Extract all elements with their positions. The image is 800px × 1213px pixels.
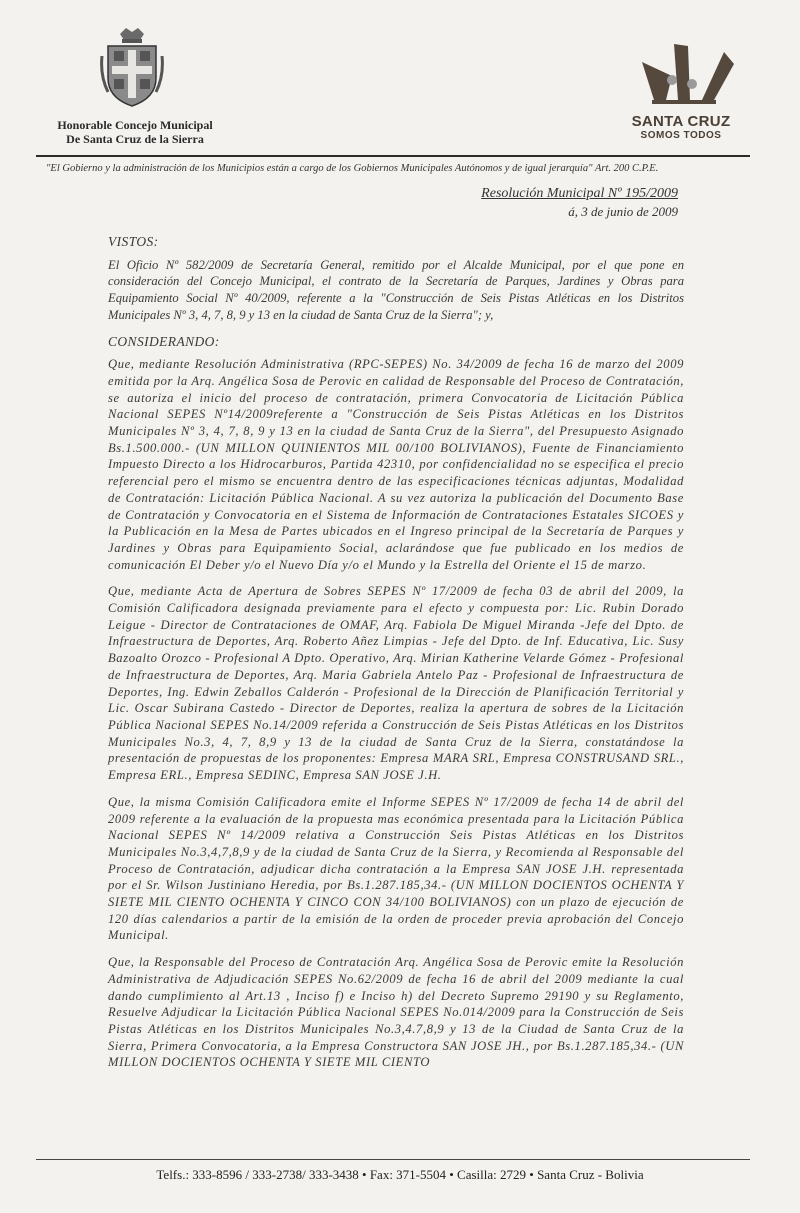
coat-of-arms-logo	[100, 26, 164, 108]
document-body	[108, 228, 684, 1081]
logo-name: SANTA CRUZ	[631, 113, 731, 130]
considerando-heading: CONSIDERANDO:	[108, 333, 220, 349]
council-name-line2: De Santa Cruz de la Sierra	[66, 132, 204, 146]
considerando-paragraph-4: Que, la Responsable del Proceso de Contratación Arq. Angélica Sosa de Perovic emite la Resolución Administrativa de Adjudicación SEPES No.62/2009 de fecha 16 de abril del 2009 mediante la cual dando cumplimiento al Art.13 , Inciso f) e Inciso h) del Decreto Supremo 29190 y su Reglamento, Resuelve Adjudicar la Licitación Pública Nacional SEPES No.014/2009 para la Construcción de Seis Pistas Atléticas en los Distritos Municipales No.3,4.7,8,9 y 13 de la Ciudad de Santa Cruz de la Sierra, Primera Convocatoria, a la Empresa Constructora SAN JOSE JH., por Bs.1.287.185,34.- (UN MILLON DOCIENTOS OCHENTA Y SIETE MIL CIENTO	[108, 955, 684, 1070]
council-name	[40, 118, 230, 146]
header-divider	[36, 155, 750, 157]
santa-cruz-logo	[628, 42, 740, 118]
resolution-number: Resolución Municipal Nº 195/2009	[481, 186, 678, 201]
considerando-paragraph-3: Que, la misma Comisión Calificadora emite el Informe SEPES Nº 17/2009 de fecha 14 de abril del 2009 referente a la evaluación de la propuesta mas económica presentada para la Licitación Pública Nacional SEPES Nº 14/2009 relativa a Construcción Seis Pistas Atléticas en los Distritos Municipales No.3,4,7,8,9 y de la ciudad de Santa Cruz de la Sierra, y Recomienda al Responsable del Proceso de Contratación, adjudicar dicha contratación a la Empresa SAN JOSE J.H. representada por el Sr. Wilson Justiniano Heredia, por Bs.1.287.185,34.- (UN MILLON DOCIENTOS OCHENTA Y SIETE MIL CIENTO OCHENTA Y CINCO CON 34/100 BOLIVIANOS) con un plazo de ejecución de 120 días calendarios a partir de la emisión de la orden de proceder previa aprobación del Concejo Municipal.	[108, 794, 684, 943]
considerando-paragraph-1: Que, mediante Resolución Administrativa (RPC-SEPES) No. 34/2009 de fecha 16 de marzo del 2009 emitida por la Arq. Angélica Sosa de Perovic en calidad de Responsable del Proceso de Contratación, se autoriza el inicio del proceso de contratación, primera Convocatoria de Licitación Pública Nacional SEPES Nº14/2009referente a "Construcción de Seis Pistas Atléticas en los Distritos Municipales Nº 3, 4, 7, 8, 9 y 13 en la ciudad de Santa Cruz de la Sierra", del Presupuesto Asignado Bs.1.500.000.- (UN MILLON QUINIENTOS MIL 00/100 BOLIVIANOS), Fuente de Financiamiento Impuesto Directo a los Hidrocarburos, Partida 42310, por confidencialidad no se especifica el precio referencial pero el mismo se encuentra dentro de las especificaciones técnicas adjuntas, Modalidad de Contratación: Licitación Pública Nacional. A su vez autoriza la publicación del Documento Base de Contratación y Convocatoria en el Sistema de Información de Contrataciones Estatales SICOES y la Publicación en la Mesa de Partes ubicados en el Ingreso principal de la Secretaría de Parques y Jardines y Obras para Equipamiento Social, aclarándose que fue publicado en los medios de comunicación El Deber y/o el Nuevo Día y/o el Mundo y la Estrella del Oriente el 15 de marzo.	[108, 357, 684, 572]
vistos-paragraph: El Oficio Nº 582/2009 de Secretaría General, remitido por el Alcalde Municipal, por el que pone en consideración del Concejo Municipal, el contrato de la Secretaría de Parques, Jardines y Obras para Equipamiento Social Nº 40/2009, referente a la "Construcción de Seis Pistas Atléticas en los Distritos Municipales Nº 3, 4, 7, 8, 9 y 13 en la ciudad de Santa Cruz de la Sierra"; y,	[108, 257, 684, 322]
considerando-paragraph-2: Que, mediante Acta de Apertura de Sobres SEPES Nº 17/2009 de fecha 03 de abril del 2009, la Comisión Calificadora designada previamente para el efecto y compuesta por: Lic. Rubin Dorado Leigue - Director de Contrataciones de OMAF, Arq. Fabiola De Miguel Miranda -Jefe del Dpto. de Infraestructura de Deportes, Arq. Roberto Añez Limpias - Jefe del Dpto. de Inf. Educativa, Lic. Susy Bazoalto Orozco - Profesional A Dpto. Operativo, Arq. Mirian Katherine Velarde Gómez - Profesional de Infraestructura de Deportes, Arq. Maria Gabriela Antelo Paz - Profesional de Infraestructura de Deportes, Ing. Edwin Zeballos Calderón - Profesional de la Dirección de Planificación Territorial y Lic. Oscar Subirana Castedo - Director de Deportes, realiza la apertura de sobres de la Licitación Pública Nacional SEPES No.14/2009 referida a Construcción de Seis Pistas Atléticas en los Distritos Municipales No.3, 4, 7, 8,9 y 13 de la ciudad de Santa Cruz de la Sierra, constatándose la presentación de propuestas de los proponentes: Empresa MARA SRL, Empresa CONSTRUSAND SRL., Empresa ERL., Empresa SEDINC, Empresa SAN JOSE J.H.	[108, 584, 684, 783]
logo-tagline: SOMOS TODOS	[640, 130, 722, 141]
constitution-quote: "El Gobierno y la administración de los Municipios están a cargo de los Gobiernos Municipales Autónomos y de igual jerarquía" Art. 200 C.P.E.	[46, 163, 659, 174]
resolution-date: á, 3 de junio de 2009	[568, 204, 678, 219]
vistos-heading: VISTOS:	[108, 234, 159, 249]
footer-divider	[36, 1159, 750, 1160]
council-name-line1: Honorable Concejo Municipal	[57, 118, 213, 132]
footer-contacts: Telfs.: 333-8596 / 333-2738/ 333-3438 • Fax: 371-5504 • Casilla: 2729 • Santa Cruz - Bolivia	[156, 1167, 644, 1182]
